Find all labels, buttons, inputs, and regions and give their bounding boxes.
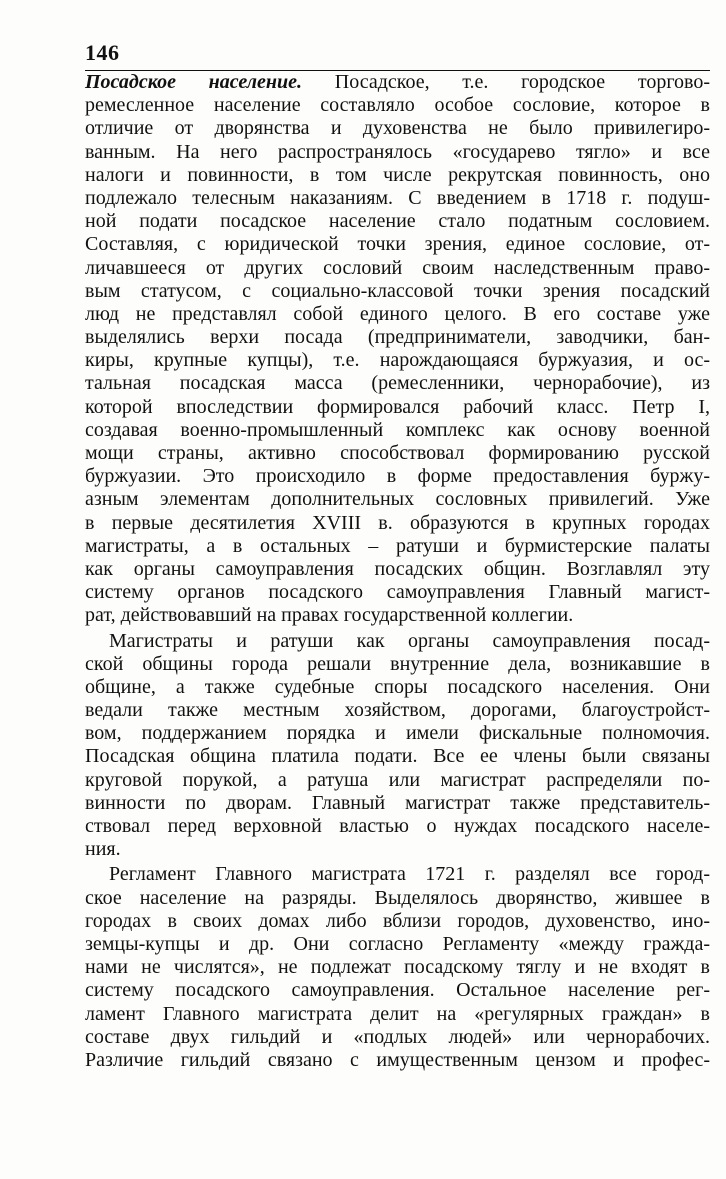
text-line: мощи страны, активно способствовал формированию русской xyxy=(85,442,710,464)
text-line: ской общины города решали внутренние дела, возникавшие в xyxy=(85,652,710,675)
text-line: ванным. На него распространялось «государево тягло» и все xyxy=(85,140,710,163)
text-line: ремесленное население составляло особое сословие, которое в xyxy=(85,94,710,117)
text-line: нами не числятся», не подлежат посадскому тяглу и не входят в xyxy=(85,956,710,979)
text-line: азным элементам дополнительных сословных привилегий. Уже xyxy=(85,488,710,511)
text-line: систему органов посадского самоуправления Главный магист- xyxy=(85,581,710,604)
text-line: магистраты, а в остальных – ратуши и бурмистерские палаты xyxy=(85,534,710,557)
text-line: Регламент Главного магистрата 1721 г. разделял все город- xyxy=(109,863,710,886)
text-line: налоги и повинности, в том числе рекрутская повинность, оно xyxy=(85,163,710,186)
text-line: систему посадского самоуправления. Остальное население рег- xyxy=(85,979,710,1002)
paragraph xyxy=(85,630,710,862)
paragraph xyxy=(85,863,710,1072)
text-line: общине, а также судебные споры посадского населения. Они xyxy=(85,675,710,698)
text-line: тальная посадская масса (ремесленники, чернорабочие), из xyxy=(85,372,710,395)
text-line: личавшееся от других сословий своим наследственным право- xyxy=(85,256,710,279)
text-line: винности по дворам. Главный магистрат также представитель- xyxy=(85,791,710,814)
text-line: подлежало телесным наказаниям. С введением в 1718 г. подуш- xyxy=(85,186,710,209)
text-body xyxy=(85,71,710,1072)
text-line: создавая военно-промышленный комплекс как основу военной xyxy=(85,418,710,441)
text-line: киры, крупные купцы), т.е. нарождающаяся буржуазия, и ос- xyxy=(85,349,710,372)
text-line: Магистраты и ратуши как органы самоуправления посад- xyxy=(109,629,710,652)
text-line: ское население на разряды. Выделялось дворянство, жившее в xyxy=(85,886,710,909)
text-line: ной подати посадское население стало податным сословием. xyxy=(85,210,710,233)
text-line: люд не представлял собой единого целого. В его составе уже xyxy=(85,302,710,325)
text-line: Различие гильдий связано с имущественным цензом и профес- xyxy=(85,1048,710,1071)
text-line: отличие от дворянства и духовенства не было привилегиро- xyxy=(85,117,710,140)
text-line: буржуазии. Это происходило в форме предоставления буржу- xyxy=(85,465,710,488)
text-line: составе двух гильдий и «подлых людей» или чернорабочих. xyxy=(85,1025,710,1048)
text-line: Посадская община платила подати. Все ее члены были связаны xyxy=(85,745,710,768)
section-heading: Посадское население. xyxy=(85,71,303,93)
text-line: которой впоследствии формировался рабочий класс. Петр I, xyxy=(85,395,710,418)
text-line: как органы самоуправления посадских общин. Возглавлял эту xyxy=(85,557,710,580)
page-number: 146 xyxy=(85,40,120,65)
text-line: ведали также местным хозяйством, дорогами, благоустройст- xyxy=(85,699,710,722)
text-line: в первые десятилетия XVIII в. образуются в крупных городах xyxy=(85,511,710,534)
text-line: городах в своих домах либо вблизи городов, духовенство, ино- xyxy=(85,909,710,932)
text-line: круговой порукой, а ратуша или магистрат распределяли по- xyxy=(85,768,710,791)
text-line: вом, поддержанием порядка и имели фискальные полномочия. xyxy=(85,722,710,745)
text-line: Составляя, с юридической точки зрения, единое сословие, от- xyxy=(85,233,710,256)
text-line: Посадское население. Посадское, т.е. городское торгово- xyxy=(85,71,710,93)
text-line: ствовал перед верховной властью о нуждах посадского населе- xyxy=(85,815,710,837)
text-line: ния. xyxy=(85,838,121,861)
text-line: вым статусом, с социально-классовой точки зрения посадский xyxy=(85,279,710,302)
text-line: земцы-купцы и др. Они согласно Регламенту «между гражда- xyxy=(85,932,710,955)
text-line: рат, действовавший на правах государственной коллегии. xyxy=(85,604,574,627)
text-line: ламент Главного магистрата делит на «регулярных граждан» в xyxy=(85,1002,710,1025)
text-line: выделялись верхи посада (предприниматели, заводчики, бан- xyxy=(85,326,710,349)
paragraph xyxy=(85,71,710,628)
